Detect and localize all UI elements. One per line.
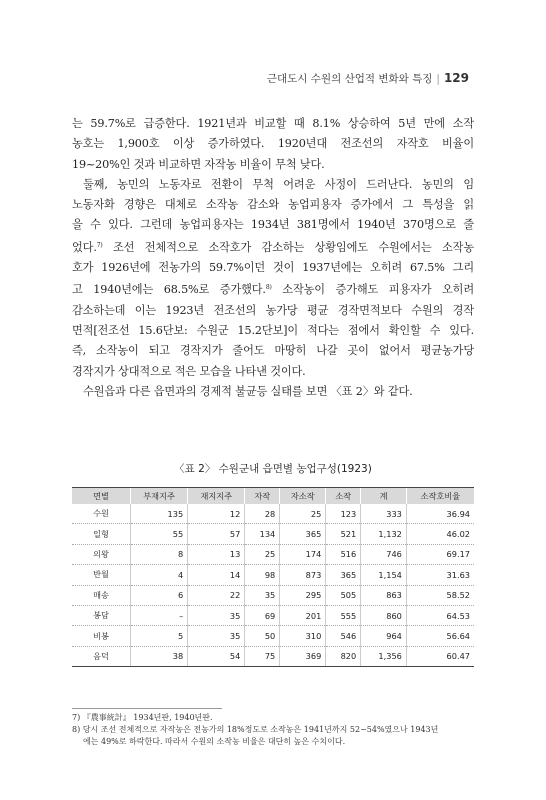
table-cell: 55 [131,524,188,544]
table-row [72,626,474,646]
column-header: 소작호비율 [406,488,474,505]
table-cell: 863 [361,585,407,605]
table-cell: 36.94 [406,504,474,524]
table-cell: 369 [280,646,326,666]
table-cell: 295 [280,585,326,605]
page-number: 129 [443,71,469,85]
table-cell: 201 [280,605,326,625]
table-cell: 135 [131,504,188,524]
table-cell: 174 [280,544,326,564]
table-cell: – [131,605,188,625]
table-cell: 505 [326,585,361,605]
paragraph-line: 수원읍과 다른 읍면과의 경제적 불균등 실태를 보면 〈표 2〉와 같다. [83,384,413,398]
table-cell: 6 [131,585,188,605]
paragraph-line: 감소하는데 이는 1923년 전조선의 농가당 평균 경작면적보다 수원의 경작 [72,303,474,317]
table-cell: 수원 [72,504,131,524]
table-cell: 5 [131,626,188,646]
table-cell: 134 [245,524,280,544]
table-cell: 50 [245,626,280,646]
table-cell: 35 [245,585,280,605]
table-cell: 860 [361,605,407,625]
table-cell: 310 [280,626,326,646]
table-cell: 28 [245,504,280,524]
table-cell: 56.64 [406,626,474,646]
footnote-8: 8) 당시 조선 전체적으로 자작농은 전농가의 18%정도로 소작농은 1941년까지 52~54%였으나 1943년 [72,725,439,734]
table-cell: 123 [326,504,361,524]
table-title: 〈표 2〉 수원군내 읍면별 농업구성(1923) [174,463,372,475]
body-text [72,114,474,402]
table-cell: 516 [326,544,361,564]
table-cell: 13 [188,544,245,564]
table-cell: 의왕 [72,544,131,564]
table-cell: 35 [188,626,245,646]
table-cell: 64.53 [406,605,474,625]
table-cell: 35 [188,605,245,625]
text-run: 소작농이 증가해도 피용자가 오히려 [271,283,475,297]
table-cell: 57 [188,524,245,544]
column-header: 부재지주 [131,488,188,505]
table-cell: 봉담 [72,605,131,625]
table-cell: 365 [326,565,361,585]
table-row [72,646,474,666]
paragraph-line: 농호는 1,900호 이상 증가하였다. 1920년대 전조선의 자작호 비율이 [72,137,474,151]
table-cell: 25 [280,504,326,524]
footnote-ref-8[interactable]: 8) [265,284,272,292]
paragraph-line: 경작지가 상대적으로 적은 모습을 나타낸 것이다. [72,364,306,378]
table-cell: 25 [245,544,280,564]
table-cell: 14 [188,565,245,585]
table-cell: 1,356 [361,646,407,666]
table-cell: 4 [131,565,188,585]
table-cell: 1,132 [361,524,407,544]
paragraph-line: 을 수 있다. 그런데 농업피용자는 1934년 381명에서 1940년 370명으로 줄 [72,218,474,232]
table-cell: 58.52 [406,585,474,605]
table-cell: 98 [245,565,280,585]
table-row [72,585,474,605]
table-cell: 60.47 [406,646,474,666]
footnote-divider [72,708,222,709]
table-cell: 555 [326,605,361,625]
table-cell: 일형 [72,524,131,544]
footnote-8-continued: 에는 49%로 하락한다. 따라서 수원의 소작농 비율은 대단히 높은 수치이다. [83,737,346,746]
table-cell: 8 [131,544,188,564]
table-cell: 964 [361,626,407,646]
paragraph-line: 노동자화 경향은 대체로 소작농 감소와 농업피용자 증가에서 그 특성을 읽 [72,198,474,212]
table-cell: 매송 [72,585,131,605]
table-cell: 38 [131,646,188,666]
column-header: 자작 [245,488,280,505]
text-run: 조선 전체적으로 소작호가 감소하는 상황임에도 수원에서는 소작농 [102,240,474,254]
table-cell: 69 [245,605,280,625]
header-separator: | [436,73,440,85]
paragraph-line: 는 59.7%로 급증한다. 1921년과 비교할 때 8.1% 상승하여 5년 만에 소작 [72,117,474,130]
column-header: 계 [361,488,407,505]
table-cell: 746 [361,544,407,564]
table-cell: 873 [280,565,326,585]
column-header: 소작 [326,488,361,505]
table-cell: 46.02 [406,524,474,544]
table-cell: 521 [326,524,361,544]
footnotes [72,712,474,748]
table-cell: 22 [188,585,245,605]
paragraph-line: 면적[전조선 15.6단보: 수원군 15.2단보]이 적다는 점에서 확인할 수 있다. [72,323,474,337]
table-cell: 12 [188,504,245,524]
paragraph-line: 즉, 소작농이 되고 경작지가 줄어도 마땅히 나갈 곳이 없어서 평균농가당 [72,344,474,358]
text-run: 었다. [72,240,97,254]
table-cell: 365 [280,524,326,544]
table-cell: 음덕 [72,646,131,666]
running-header-title: 근대도시 수원의 산업적 변화와 특징 [266,73,433,85]
text-run: 고 1940년에는 68.5%로 증가했다. [72,283,266,297]
column-header: 면별 [72,488,131,505]
paragraph-line: 19~20%인 것과 비교하면 자작농 비율이 무척 낮다. [72,157,325,171]
table-cell: 1,154 [361,565,407,585]
table-cell: 반월 [72,565,131,585]
table-cell: 69.17 [406,544,474,564]
footnote-7: 7) 『農事統計』 1934년판, 1940년판. [72,713,213,722]
column-header: 자소작 [280,488,326,505]
table-row [72,605,474,625]
farm-composition-table [72,487,474,667]
paragraph-line: 호가 1926년에 전농가의 59.7%이던 것이 1937년에는 오히려 67.5% 그리 [72,261,474,275]
paragraph-line [72,278,474,300]
table-row [72,524,474,544]
table-cell: 31.63 [406,565,474,585]
paragraph-line [72,236,474,258]
paragraph-line: 둘째, 농민의 노동자로 전환이 무척 어려운 사정이 드러난다. 농민의 임 [83,177,474,191]
footnote-ref-7[interactable]: 7) [96,241,103,249]
running-header [267,71,469,86]
table-row [72,504,474,524]
table-header-row [72,488,474,505]
table-cell: 333 [361,504,407,524]
table-cell: 546 [326,626,361,646]
table-row [72,565,474,585]
column-header: 재지지주 [188,488,245,505]
table-cell: 54 [188,646,245,666]
table-cell: 비봉 [72,626,131,646]
table-row [72,544,474,564]
table-cell: 820 [326,646,361,666]
table-cell: 75 [245,646,280,666]
